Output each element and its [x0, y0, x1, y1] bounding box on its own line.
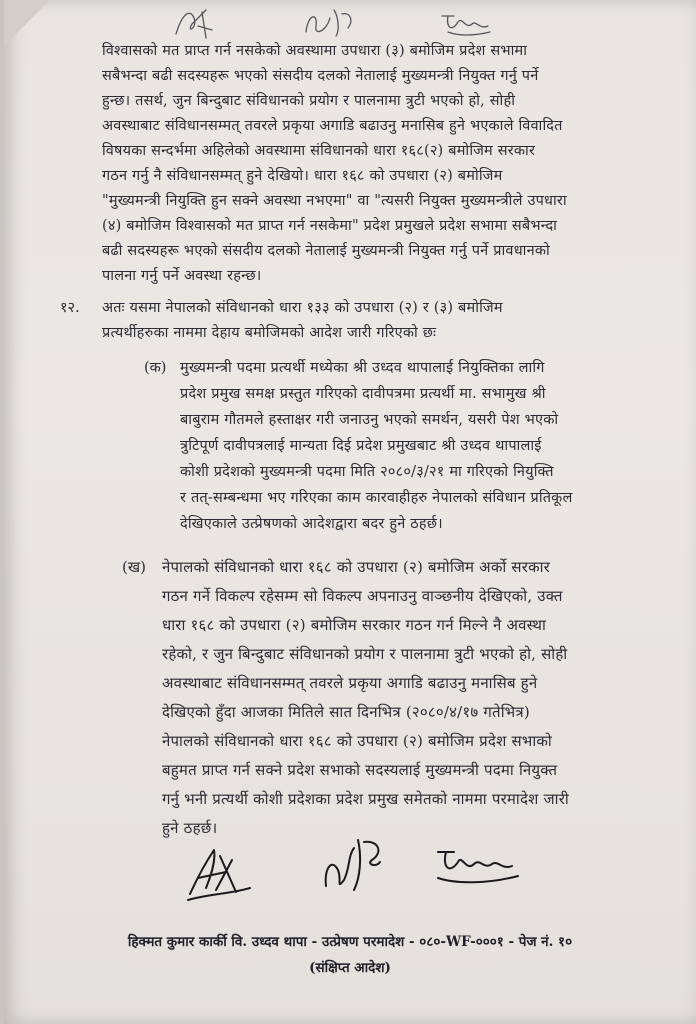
item-kha-line: रहेको, र जुन बिन्दुबाट संविधानको प्रयोग र पालनामा त्रुटी भएको हो, सोही — [162, 645, 568, 663]
footer-case-line: हिक्मत कुमार कार्की वि. उध्दव थापा - उत्प्रेषण परमादेश - ०८०-WF-०००१ - पेज नं. १० — [127, 934, 573, 950]
item-kha-line: अवस्थाबाट संविधानसम्मत् तवरले प्रकृया अगाडि बढाउनु मनासिब हुने — [162, 674, 538, 692]
intro-line: गठन गर्नु नै संविधानसम्मत् हुने देखियो। धारा १६८ को उपधारा (२) बमोजिम — [102, 168, 503, 184]
item-kha-line: देखिएको हुँदा आजका मितिले सात दिनभित्र (२०८०/४/१७ गतेभित्र) — [162, 703, 530, 721]
top-signature-2 — [300, 6, 360, 40]
item-kha-line: बहुमत प्राप्त गर्न सक्ने प्रदेश सभाको सदस्यलाई मुख्यमन्त्री पदमा नियुक्त — [162, 761, 558, 779]
item-kha-line: हुने ठहर्छ। — [162, 819, 218, 837]
item-kha-line: नेपालको संविधानको धारा १६८ को उपधारा (२) बमोजिम प्रदेश सभाको — [162, 732, 553, 750]
item-kha-line: धारा १६८ को उपधारा (२) बमोजिम सरकार गठन गर्न मिल्ने नै अवस्था — [162, 616, 547, 634]
top-signature-1 — [172, 4, 232, 44]
item-ka-line: त्रुटिपूर्ण दावीपत्रलाई मान्यता दिई प्रदेश प्रमुखबाट श्री उध्दव थापालाई — [180, 438, 542, 454]
item-ka-line: बाबुराम गौतमले हस्ताक्षर गरी जनाउनु भएको समर्थन, यसरी पेश भएको — [180, 412, 559, 428]
bottom-signature-3 — [432, 840, 522, 890]
item-ka-line: कोशी प्रदेशको मुख्यमन्त्री पदमा मिति २०८०/३/२१ मा गरिएको नियुक्ति — [180, 464, 554, 480]
item-kha-marker: (ख) — [122, 558, 146, 576]
item-ka-line: मुख्यमन्त्री पदमा प्रत्यर्थी मध्येका श्री उध्दव थापालाई नियुक्तिका लागि — [180, 360, 545, 376]
intro-line: अवस्थाबाट संविधानसम्मत् तवरले प्रकृया अगाडि बढाउनु मनासिब हुने भएकाले विवादित — [102, 118, 563, 134]
bottom-signature-1 — [180, 842, 260, 902]
item-ka-line: देखिएकाले उत्प्रेषणको आदेशद्वारा बदर हुने ठहर्छ। — [180, 516, 443, 532]
intro-line: सबैभन्दा बढी सदस्यहरू भएको संसदीय दलको नेतालाई मुख्यमन्त्री नियुक्त गर्नु पर्ने — [102, 68, 539, 84]
item-ka-line: र तत्-सम्बन्धमा भए गरिएका काम कारवाहीहरु नेपालको संविधान प्रतिकूल — [180, 490, 573, 506]
intro-line: पालना गर्नु पर्ने अवस्था रहन्छ। — [102, 268, 262, 284]
intro-line: (४) बमोजिम विश्वासको मत प्राप्त गर्न नसकेमा" प्रदेश प्रमुखले प्रदेश सभामा सबैभन्दा — [102, 218, 558, 234]
page-corner-fold — [4, 0, 50, 46]
item-kha-line: गठन गर्ने विकल्प रहेसम्म सो विकल्प अपनाउनु वाञ्छनीय देखिएको, उक्त — [162, 587, 563, 605]
item-ka-line: प्रदेश प्रमुख समक्ष प्रस्तुत गरिएको दावीपत्रमा प्रत्यर्थी मा. सभामुख श्री — [180, 386, 546, 402]
item-kha-line: गर्नु भनी प्रत्यर्थी कोशी प्रदेशका प्रदेश प्रमुख समेतको नाममा परमादेश जारी — [162, 790, 569, 808]
footer-order-type: (संक्षिप्त आदेश) — [309, 960, 391, 976]
paragraph-12-line: अतः यसमा नेपालको संविधानको धारा १३३ को उपधारा (२) र (३) बमोजिम — [102, 300, 503, 316]
intro-line: विश्वासको मत प्राप्त गर्न नसकेको अवस्थामा उपधारा (३) बमोजिम प्रदेश सभामा — [102, 43, 528, 59]
intro-line: बढी सदस्यहरू भएको संसदीय दलको नेतालाई मुख्यमन्त्री नियुक्त गर्नु पर्ने प्रावधानको — [102, 243, 550, 259]
intro-line: "मुख्यमन्त्री नियुक्ति हुन सक्ने अवस्था नभएमा" वा "त्यसरी नियुक्त मुख्यमन्त्रीले उपधारा — [102, 193, 567, 209]
paragraph-number: १२. — [60, 300, 80, 316]
item-ka-marker: (क) — [144, 360, 167, 376]
intro-line: विषयका सन्दर्भमा अहिलेको अवस्थामा संविधानको धारा १६८(२) बमोजिम सरकार — [102, 143, 536, 159]
top-signature-3 — [438, 8, 494, 38]
intro-line: हुन्छ। तसर्थ, जुन बिन्दुबाट संविधानको प्रयोग र पालनामा त्रुटी भएको हो, सोही — [102, 93, 516, 109]
document-page — [4, 0, 696, 1024]
bottom-signature-2 — [320, 828, 400, 898]
paragraph-12-line: प्रत्यर्थीहरुका नाममा देहाय बमोजिमको आदेश जारी गरिएको छः — [102, 325, 437, 341]
item-kha-line: नेपालको संविधानको धारा १६८ को उपधारा (२) बमोजिम अर्को सरकार — [162, 558, 551, 576]
